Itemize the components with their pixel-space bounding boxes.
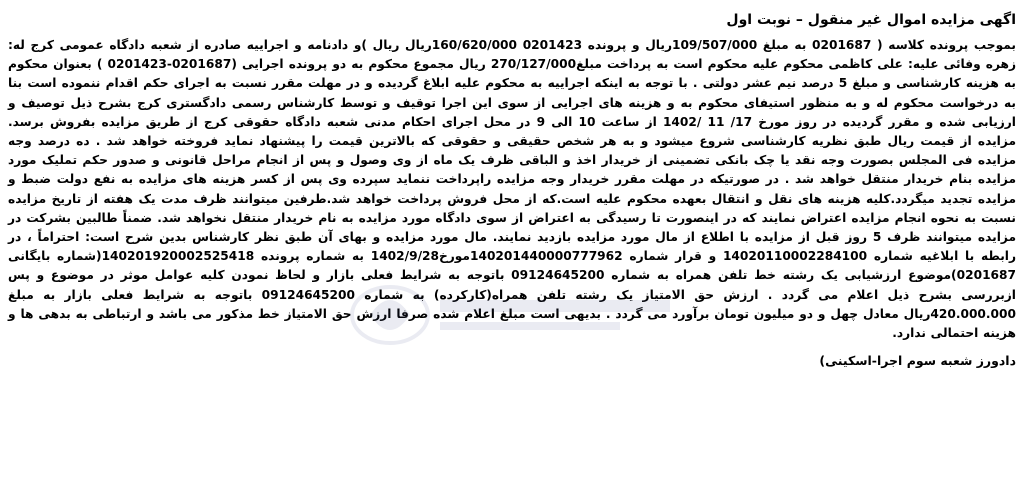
- document-title: اگهی مزایده اموال غیر منقول – نوبت اول: [726, 12, 1016, 28]
- document-signature: دادورز شعبه سوم اجرا-اسکینی): [819, 353, 1016, 369]
- document-body: بموجب پرونده کلاسه ( 0201687 به مبلغ 109/507/000ریال و پرونده 0201423 160/620/000ریال ریال )و دادنامه و اجراییه صادره از شعبه دادگاه عمومی کرج له: زهره وفائی علیه: علی کاظمی محکوم علیه محکوم است به پرداخت مبلغ270/127/000 ریال مجموع محکوم به دو پرونده اجرایی (0201687-0201423 ) بعنوان محکوم به هزینه کارشناسی و مبلغ 5 درصد نیم عشر دولتی . با توجه به اینکه اجراییه به محکوم علیه ابلاغ گردیده و در مهلت مقرر نسبت به اجرای حکم اقدام ننموده است بنا به درخواست محکوم له و به منظور استیفای محکوم به و هزینه های اجرایی از سوی این اجرا توقیف و توسط کارشناس رسمی دادگستری کرج بشرح ذیل توصیف و ارزیابی شده و مقرر گردیده در روز مورخ 17/ 11 /1402 از ساعت 10 الی 9 در محل اجرای احکام مدنی شعبه دادگاه حقوقی کرج از طریق مزایده بفروش برسد. مزایده از قیمت ریال طبق نظریه کارشناسی شروع میشود و به هر شخص حقیقی و حقوقی که بالاترین قیمت را پیشنهاد نماید فروخته خواهد شد . ده درصد وجه مزایده فی المجلس بصورت وجه نقد یا چک بانکی تضمینی از خریدار اخذ و الباقی ظرف یک ماه از وی وصول و پس از انجام مراحل قانونی و صدور حکم تملیک مورد مزایده بنام خریدار منتقل خواهد شد . در صورتیکه در مهلت مقرر خریدار وجه مزایده راپرداخت ننماید سپرده وی پس از کسر هزینه های مزایده به نفع دولت ضبط و مزایده تجدید میگردد.کلیه هزینه های نقل و انتقال بعهده محکوم علیه است.که از محل فروش پرداخت خواهد شد.طرفین میتوانند ظرف مدت یک هفته از تاریخ مزایده نسبت به نحوه انجام مزایده اعتراض نمایند که در اینصورت تا رسیدگی به اعتراض از سوی دادگاه مورد مزایده به نام خریدار منتقل نخواهد شد. ضمناً طالبین بشرکت در مزایده میتوانند ظرف 5 روز قبل از مزایده با اطلاع از مال مورد مزایده بازدید نمایند. مال مورد مزایده و بهای آن طبق نظر کارشناس بدین شرح است: احتراماً ، در رابطه با ابلاغیه شماره 14020110002284100 و قرار شماره 140201440000777962مورخ1402/9/28 به شماره پرونده 140201920002525418(شماره بایگانی 0201687)موضوع ارزشیابی یک رشته خط تلفن همراه به شماره 09124645200 باتوجه به شرایط فعلی بازار و لحاظ نمودن کلیه عوامل موثر در موضوع و پس ازبررسی بشرح ذیل اعلام می گردد . ارزش حق الامتیاز یک رشته تلفن همراه(کارکرده) به شماره 09124645200 باتوجه به شرایط فعلی بازار به مبلغ 420.000.000ریال معادل چهل و دو میلیون تومان برآورد می گردد . بدیهی است مبلغ اعلام شده صرفا ارزش حق الامتیاز خط مذکور می باشد و ارتباطی به بدهی ها و هزینه احتمالی ندارد.: [8, 38, 1016, 341]
